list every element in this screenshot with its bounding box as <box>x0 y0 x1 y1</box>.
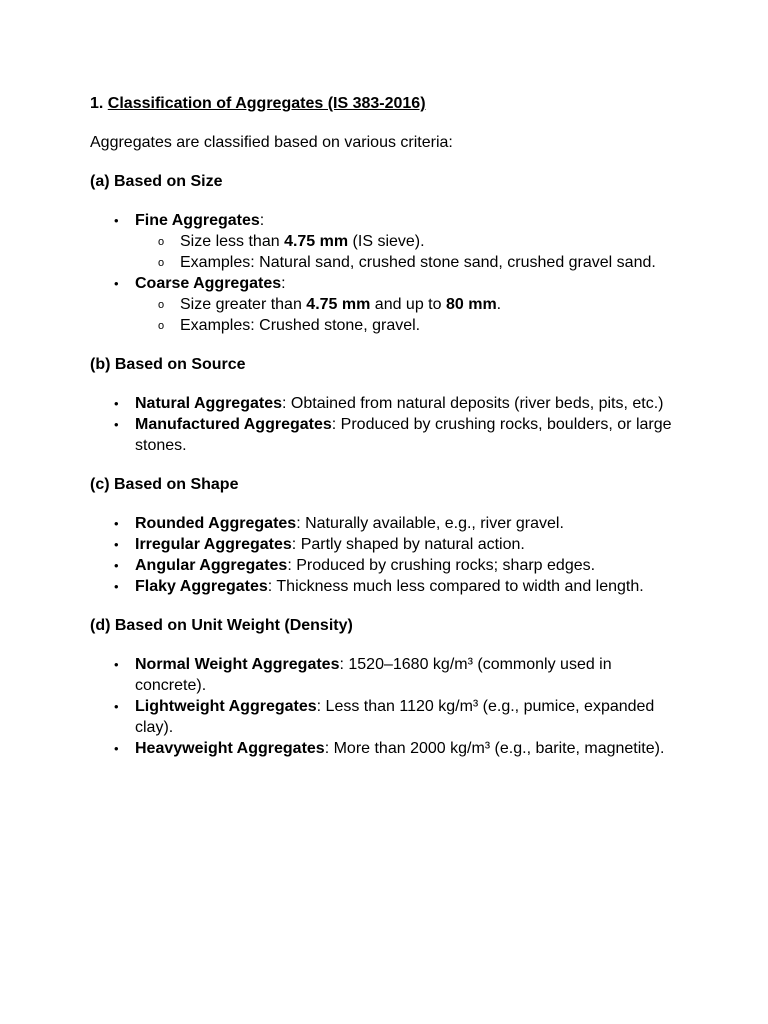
intro-paragraph: Aggregates are classified based on various criteria: <box>90 134 453 151</box>
source-list <box>90 393 678 456</box>
list-item <box>90 393 678 414</box>
text: Size less than <box>180 233 285 250</box>
text: and up to <box>370 296 446 313</box>
separator: : <box>296 515 301 532</box>
description: Less than 1120 kg/m³ (e.g., pumice, expanded clay). <box>135 698 655 736</box>
term: Manufactured Aggregates <box>135 416 332 433</box>
title-text: Classification of Aggregates (IS 383-2016) <box>107 95 426 112</box>
separator: : <box>282 395 287 412</box>
list-item <box>90 534 678 555</box>
list-item <box>90 576 678 597</box>
description: More than 2000 kg/m³ (e.g., barite, magnetite). <box>329 740 665 757</box>
sub-list-item <box>135 294 678 315</box>
separator: : <box>291 536 297 553</box>
description: 1520–1680 kg/m³ (commonly used in concrete). <box>135 656 612 694</box>
bold-value: 4.75 mm <box>306 296 371 313</box>
description: Produced by crushing rocks, boulders, or large stones. <box>135 416 672 454</box>
separator: : <box>287 557 292 574</box>
description: Produced by crushing rocks; sharp edges. <box>291 557 596 574</box>
shape-list <box>90 513 678 597</box>
list-item <box>90 738 678 759</box>
list-item <box>90 513 678 534</box>
document-title <box>90 93 678 114</box>
term: Lightweight Aggregates <box>135 698 317 715</box>
text: Examples: Natural sand, crushed stone sand, crushed gravel sand. <box>180 254 656 271</box>
sub-list-item <box>135 315 678 336</box>
bold-value: 4.75 mm <box>284 233 349 250</box>
term: Coarse Aggregates <box>135 275 282 292</box>
list-item <box>90 273 678 336</box>
term: Heavyweight Aggregates <box>135 740 325 757</box>
text: (IS sieve). <box>348 233 425 250</box>
sub-list <box>135 294 678 336</box>
term: Fine Aggregates <box>135 212 260 229</box>
section-heading-source: (b) Based on Source <box>90 356 246 373</box>
section-heading-density: (d) Based on Unit Weight (Density) <box>90 617 353 634</box>
description: Partly shaped by natural action. <box>296 536 525 553</box>
density-list <box>90 654 678 759</box>
text: Size greater than <box>180 296 307 313</box>
sub-list-item <box>135 252 678 273</box>
term: Normal Weight Aggregates <box>135 656 340 673</box>
sub-list <box>135 231 678 273</box>
term: Angular Aggregates <box>135 557 288 574</box>
sub-list-item <box>135 231 678 252</box>
text: Examples: Crushed stone, gravel. <box>180 317 421 334</box>
text: . <box>496 296 502 313</box>
separator: : <box>267 578 273 595</box>
separator: : <box>331 416 337 433</box>
term: Rounded Aggregates <box>135 515 297 532</box>
separator: : <box>339 656 344 673</box>
list-item <box>90 654 678 696</box>
term: Irregular Aggregates <box>135 536 292 553</box>
size-list <box>90 210 678 336</box>
separator: : <box>259 212 265 229</box>
list-item <box>90 414 678 456</box>
section-heading-shape: (c) Based on Shape <box>90 476 239 493</box>
description: Thickness much less compared to width and length. <box>272 578 644 595</box>
separator: : <box>281 275 286 292</box>
separator: : <box>324 740 330 757</box>
list-item <box>90 210 678 273</box>
term: Flaky Aggregates <box>135 578 268 595</box>
description: Obtained from natural deposits (river beds, pits, etc.) <box>286 395 664 412</box>
list-item <box>90 696 678 738</box>
bold-value: 80 mm <box>445 296 497 313</box>
title-number: 1. <box>90 95 104 112</box>
separator: : <box>316 698 322 715</box>
term: Natural Aggregates <box>135 395 282 412</box>
list-item <box>90 555 678 576</box>
description: Naturally available, e.g., river gravel. <box>300 515 564 532</box>
section-heading-size: (a) Based on Size <box>90 173 223 190</box>
